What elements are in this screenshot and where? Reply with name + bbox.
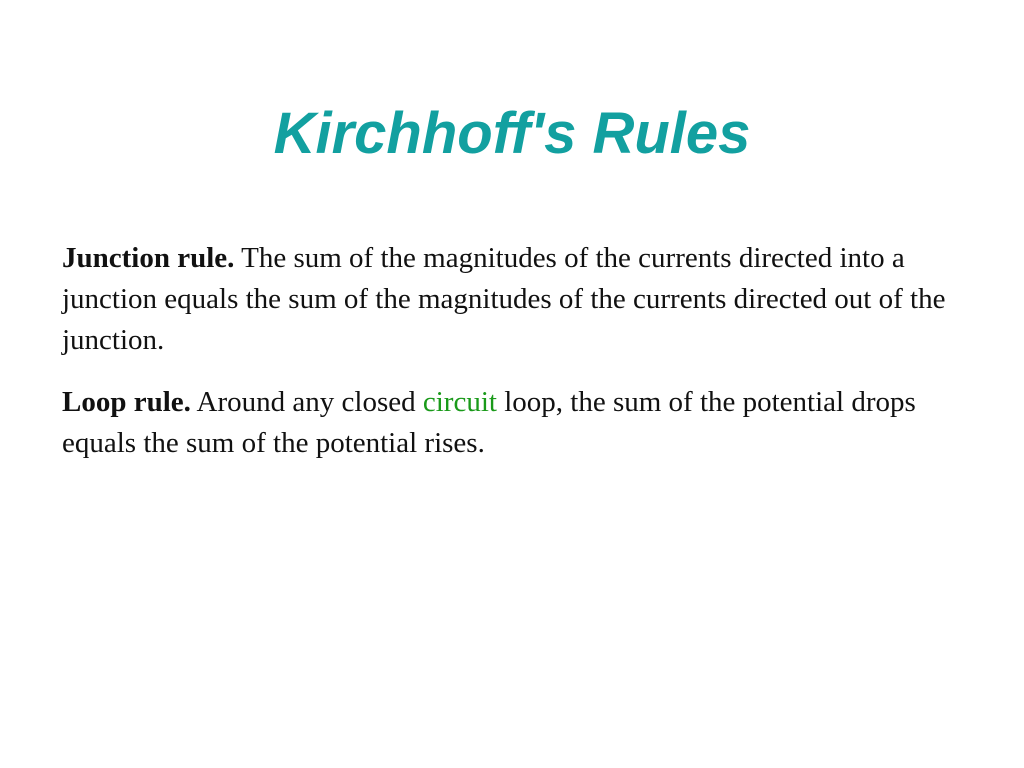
junction-rule-term: Junction rule. bbox=[62, 242, 235, 274]
slide-body bbox=[62, 238, 962, 485]
slide-title: Kirchhoff's Rules bbox=[273, 101, 751, 166]
circuit-link[interactable]: circuit bbox=[422, 386, 497, 418]
loop-rule-text-before: Around any closed bbox=[190, 386, 423, 418]
loop-rule-text-after: loop, the sum of the potential drops equals the sum of the potential rises. bbox=[62, 386, 916, 459]
loop-rule-term: Loop rule. bbox=[62, 386, 191, 418]
junction-rule-paragraph bbox=[62, 238, 962, 361]
junction-rule-text: The sum of the magnitudes of the currents directed into a junction equals the sum of the magnitudes of the currents directed out of the junction. bbox=[62, 242, 946, 356]
loop-rule-paragraph bbox=[62, 382, 962, 464]
